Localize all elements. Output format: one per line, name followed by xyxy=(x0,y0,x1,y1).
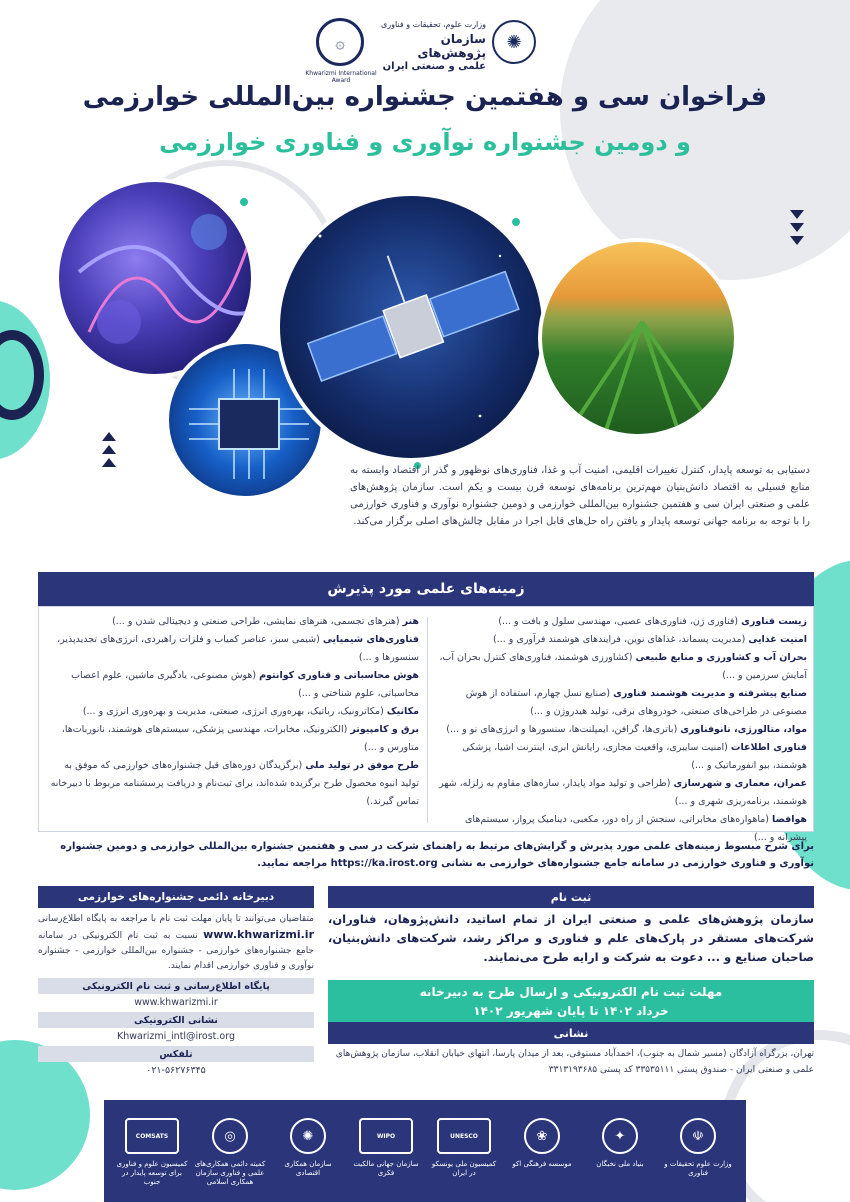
website-label: پایگاه اطلاع‌رسانی و ثبت نام الکترونیکی xyxy=(38,978,314,994)
field-item xyxy=(47,667,419,703)
sponsor-logo xyxy=(506,1110,578,1200)
field-description: (فناوری ژن، فناوری‌های عصبی، مهندسی سلول و بافت و ...) xyxy=(498,616,742,627)
triangle-down-icon xyxy=(790,210,804,219)
triangle-up-icon xyxy=(102,445,116,454)
triangles-right xyxy=(790,206,804,249)
field-name: فناوری‌های شیمیایی xyxy=(322,634,419,645)
deadline-line-1: مهلت ثبت نام الکترونیکی و ارسال طرح به دبیرخانه xyxy=(419,985,723,999)
field-name: مکانیک xyxy=(386,706,419,717)
field-description: (الکترونیک، مخابرات، مهندسی پزشکی، سیستم‌های هوشمند، نانوربات‌ها، متاورس و ...) xyxy=(61,724,419,753)
seal-glyph: ۞ xyxy=(335,32,345,52)
field-item xyxy=(435,739,807,775)
field-description: (صنایع نسل چهارم، استفاده از هوش مصنوعی در طراحی‌های صنعتی، خودروهای برقی، تولید هیدروژن و ...) xyxy=(465,688,807,717)
org-name xyxy=(368,18,486,74)
triangle-down-icon xyxy=(790,236,804,245)
sponsor-logo xyxy=(428,1110,500,1200)
field-description: (باتری‌ها، گرافن، ایمپلنت‌ها، سنسورها و انرژی‌های نو و ...) xyxy=(446,724,681,735)
registration-heading: ثبت نام xyxy=(328,886,814,908)
field-name: مواد، متالورژی، نانوفناوری xyxy=(680,724,807,735)
farm-field-photo xyxy=(538,238,738,438)
email-link[interactable]: Khwarizmi_intl@irost.org xyxy=(117,1030,235,1042)
field-svg xyxy=(542,242,738,438)
field-name: برق و کامپیوتر xyxy=(350,724,419,735)
field-item xyxy=(435,613,807,631)
secretariat-text-before: متقاضیان می‌توانند تا پایان مهلت ثبت نام با مراجعه به پایگاه اطلاع‌رسانی xyxy=(38,914,314,924)
field-description: (امنیت سایبری، واقعیت مجازی، رایانش ابری، اینترنت اشیا، پزشکی هوشمند، بیو انفورماتیک و ...) xyxy=(462,742,807,771)
email-label: نشانی الکترونیکی xyxy=(38,1012,314,1028)
org-line-1: وزارت علوم، تحقیقات و فناوری xyxy=(381,20,486,29)
field-name: طرح موفق در تولید ملی xyxy=(305,760,419,771)
field-item xyxy=(435,631,807,649)
comstech-icon: ◎ xyxy=(212,1118,248,1154)
triangle-up-icon xyxy=(102,432,116,441)
registration-text: سازمان پژوهش‌های علمی و صنعتی ایران از تمام اساتید، دانش‌پژوهان، فناوران، شرکت‌های مستقر در پارک‌های علم و فناوری و مراکز رشد، شرکت‌های دانش‌بنیان، صاحبان صنایع و ... دعوت به شرکت و ارایه طرح می‌نمایند. xyxy=(328,912,814,964)
field-name: صنایع پیشرفته و مدیریت هوشمند فناوری xyxy=(613,688,807,699)
sponsor-label: وزارت علوم تحقیقات و فناوری xyxy=(664,1160,732,1177)
fields-left-column xyxy=(47,613,419,811)
field-name: فناوری اطلاعات xyxy=(730,742,807,753)
field-description: (کشاورزی هوشمند، فناوری‌های کنترل بحران آب، آمایش سرزمین و ...) xyxy=(439,652,807,681)
field-description: (برگزیدگان دوره‌های قبل جشنواره‌های خوارزمی که موفق به تولید انبوه محصول طرح برگزیده شده‌اند، برای ثبت‌نام و دریافت پرسشنامه مربوط با دبیرخانه تماس گیرند.) xyxy=(50,760,419,807)
field-item xyxy=(435,685,807,721)
fields-heading: زمینه‌های علمی مورد پذیرش xyxy=(38,572,814,606)
field-name: هوش محاسباتی و فناوری کوانتوم xyxy=(259,670,419,681)
sponsor-logo xyxy=(116,1110,188,1200)
org-line-2: سازمان پژوهش‌های xyxy=(417,32,486,60)
field-item xyxy=(47,721,419,757)
secretariat-url-link[interactable]: www.khwarizmi.ir xyxy=(203,928,314,941)
sponsor-label: سازمان همکاری اقتصادی xyxy=(284,1160,332,1177)
field-item xyxy=(435,775,807,811)
sponsor-label: موسسه فرهنگی اکو xyxy=(512,1160,572,1168)
dot-decor xyxy=(512,218,520,226)
comsats-icon: COMSATS xyxy=(125,1118,179,1154)
page-title: فراخوان سی و هفتمین جشنواره بین‌المللی خوارزمی xyxy=(82,82,768,112)
field-name: عمران، معماری و شهرسازی xyxy=(673,778,807,789)
field-description: (مکاترونیک، رباتیک، بهره‌وری انرژی، صنعتی، مدیریت و بهره‌وری انرژی و ...) xyxy=(82,706,387,717)
khwarizmi-seal-icon xyxy=(316,18,364,66)
field-description: (شیمی سبز، عناصر کمیاب و فلزات راهبردی، انرژی‌های تجدیدپذیر، سنسورها و ...) xyxy=(57,634,419,663)
eco-org-icon: ✺ xyxy=(290,1118,326,1154)
field-description: (مدیریت پسماند، غذاهای نوین، فرایندهای هوشمند فرآوری و ...) xyxy=(493,634,749,645)
field-name: بحران آب و کشاورزی و منابع طبیعی xyxy=(635,652,807,663)
elite-foundation-icon: ✦ xyxy=(602,1118,638,1154)
website-link[interactable]: www.khwarizmi.ir xyxy=(134,996,218,1008)
field-name: هنر xyxy=(402,616,419,627)
unesco-icon: UNESCO xyxy=(437,1118,491,1154)
field-item xyxy=(435,649,807,685)
phone-label: تلفکس xyxy=(38,1046,314,1062)
field-item xyxy=(47,757,419,811)
sponsor-label: بنیاد ملی نخبگان xyxy=(596,1160,644,1168)
deadline-box xyxy=(328,980,814,1022)
sponsor-logo xyxy=(584,1110,656,1200)
sponsor-label: سازمان جهانی مالکیت فکری xyxy=(353,1160,419,1177)
org-line-3: علمی و صنعتی ایران xyxy=(382,61,486,72)
sponsor-logo xyxy=(350,1110,422,1200)
field-item xyxy=(47,631,419,667)
field-item xyxy=(47,613,419,631)
fields-note: برای شرح مبسوط زمینه‌های علمی مورد پذیرش و گرایش‌های مرتبط به راهنمای شرکت در سی و هفتمین جشنواره بین‌المللی خوارزمی و دومین جشنواره نوآوری و فناوری خوارزمی در سامانه جامع جشنواره‌های خوارزمی به نشانی https://ka.irost.org مراجعه نمایید. xyxy=(60,841,814,869)
field-description: (ماهواره‌های مخابراتی، سنجش از راه دور، مکعبی، دینامیک پرواز، سیستم‌های پیشرانه و ...) xyxy=(464,814,807,843)
secretariat-text-after: نسبت به ثبت نام الکترونیکی در سامانه جامع جشنواره‌های خوارزمی - جشنواره بین‌المللی خوارزمی - جشنواره نوآوری و فناوری خوارزمی اقدام نمایند. xyxy=(38,931,314,971)
seal-caption: Khwarizmi International Award xyxy=(305,70,377,84)
secretariat-text xyxy=(38,912,314,974)
sponsor-bar xyxy=(104,1100,746,1202)
dot-decor xyxy=(240,198,248,206)
field-name: هوافضا xyxy=(772,814,807,825)
phone-value: ۰۲۱-۵۶۲۷۶۳۴۵ xyxy=(146,1064,206,1076)
fields-right-column xyxy=(435,613,807,847)
sponsor-label: کمیسیون ملی یونسکو در ایران xyxy=(431,1160,497,1177)
triangle-down-icon xyxy=(790,223,804,232)
page-subtitle: و دومین جشنواره نوآوری و فناوری خوارزمی xyxy=(159,128,691,156)
field-description: (طراحی و تولید مواد پایدار، سازه‌های مقاوم به زلزله، شهر هوشمند، برنامه‌ریزی شهری و ...) xyxy=(438,778,807,807)
intro-paragraph: دستیابی به توسعه پایدار، کنترل تغییرات اقلیمی، امنیت آب و غذا، فناوری‌های نوظهور و گذر از اقتصاد وابسته به منابع فسیلی به اقتصاد دانش‌بنیان مهم‌ترین برنامه‌های توسعه قرن بیست و یکم است. سازمان پژوهش‌های علمی و صنعتی ایران سی و هفتمین جشنواره بین‌المللی خوارزمی و دومین جشنواره نوآوری و فناوری خوارزمی را با توجه به برنامه جهانی توسعه پایدار و یافتن راه حل‌های قابل اجرا در مقابل چالش‌های اصلی برگزار می‌کند. xyxy=(350,465,810,527)
satellite-photo xyxy=(276,192,546,462)
sponsor-label: کمیته دائمی همکاری‌های علمی و فناوری سازمان همکاری اسلامی xyxy=(194,1160,266,1186)
sponsor-label: کمیسیون علوم و فناوری برای توسعه پایدار در جنوب xyxy=(116,1160,188,1186)
sponsor-logo xyxy=(662,1110,734,1200)
eco-icon: ❀ xyxy=(524,1118,560,1154)
field-item xyxy=(435,721,807,739)
deadline-line-2: خرداد ۱۴۰۲ تا پایان شهریور ۱۴۰۲ xyxy=(473,1004,669,1018)
sponsor-logo xyxy=(194,1110,266,1200)
secretariat-heading: دبیرخانه دائمی جشنواره‌های خوارزمی xyxy=(38,886,314,908)
ministry-emblem-icon: ✺ xyxy=(492,20,536,64)
fields-box xyxy=(38,606,814,843)
emblem-icon: ☫ xyxy=(680,1118,716,1154)
field-item xyxy=(47,703,419,721)
triangle-up-icon xyxy=(102,458,116,467)
field-name: امنیت غذایی xyxy=(748,634,807,645)
column-divider xyxy=(427,617,428,823)
sponsor-logo xyxy=(272,1110,344,1200)
address-text: تهران، بزرگراه آزادگان (مسیر شمال به جنوب)، احمدآباد مستوفی، بعد از میدان پارسا، انتهای خیابان انقلاب، سازمان پژوهش‌های علمی و صنعتی ایران - صندوق پستی ۳۳۵۳۵۱۱۱ کد پستی ۳۳۱۳۱۹۳۶۸۵ xyxy=(335,1049,814,1075)
wipo-icon: WIPO xyxy=(359,1118,413,1154)
triangles-left xyxy=(102,428,116,471)
field-description: (هوش مصنوعی، یادگیری ماشین، علوم اعصاب محاسباتی، علوم شناختی و ...) xyxy=(71,670,419,699)
address-heading: نشانی xyxy=(328,1022,814,1044)
satellite-svg xyxy=(280,196,546,462)
field-description: (هنرهای تجسمی، هنرهای نمایشی، طراحی صنعتی و دیجیتالی شدن و ...) xyxy=(112,616,403,627)
field-name: زیست فناوری xyxy=(741,616,807,627)
